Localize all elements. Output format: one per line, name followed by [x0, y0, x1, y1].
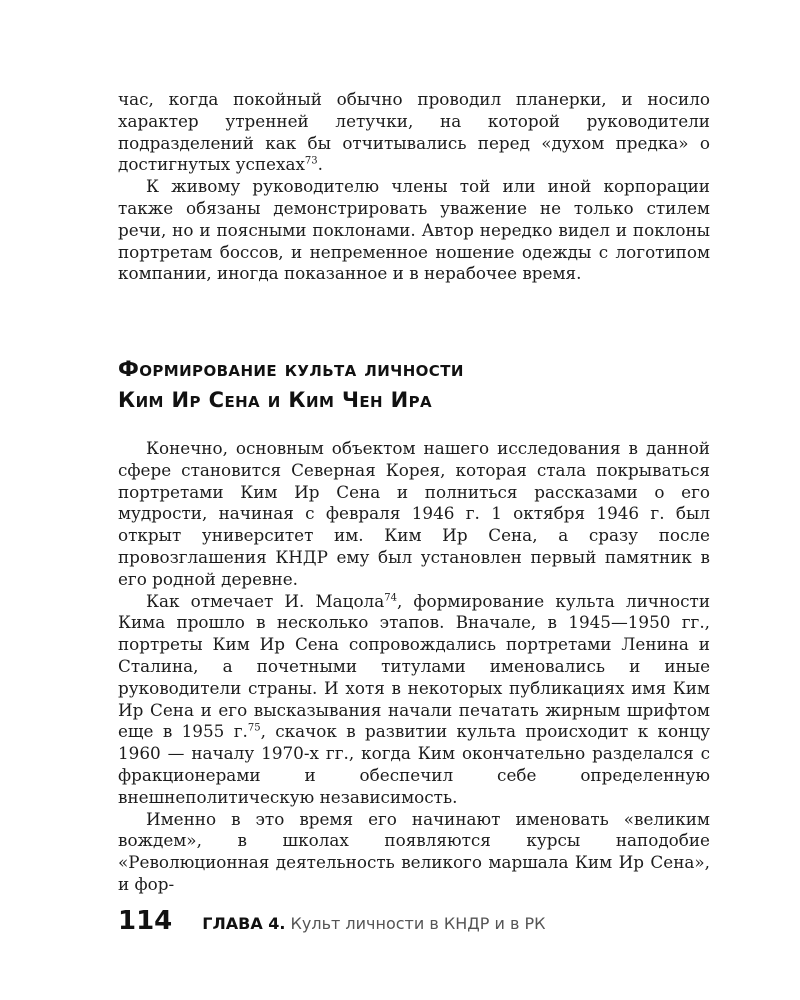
section-heading-line-1: Формирование культа личности: [118, 357, 464, 381]
paragraph-continuation: [118, 89, 710, 176]
page-number: 114: [118, 906, 173, 936]
paragraph-text: Как отмечает И. Мацола: [146, 590, 385, 611]
paragraph: [118, 591, 710, 809]
section-heading-line-2: Ким Ир Сена и Ким Чен Ира: [118, 388, 433, 412]
chapter-label: ГЛАВА 4.: [202, 914, 286, 933]
paragraph: Именно в это время его начинают именовать «великим вождем», в школах появляются курсы наподобие «Революционная деятельность великого маршала Ким Ир Сена», и фор-: [118, 808, 710, 894]
paragraph: Конечно, основным объектом нашего исследования в данной сфере становится Северная Корея, которая стала покрываться портретами Ким Ир Сена и полниться рассказами о его мудрости, начиная с февраля 1946 г. 1 октября 1946 г. был открыт университет им. Ким Ир Сена, а сразу после провозглашения КНДР ему был установлен первый памятник в его родной деревне.: [118, 438, 710, 589]
footnote-ref-73: 73: [304, 155, 318, 167]
paragraph-text: час, когда покойный обычно проводил планерки, и носило характер утренней летучки, на которой руководители подразделений как бы отчитывались перед «духом предка» о достигнутых успехах: [118, 89, 710, 175]
footnote-ref-74: 74: [384, 591, 397, 603]
chapter-title: Культ личности в КНДР и в РК: [290, 914, 546, 933]
paragraph-text: , скачок в развитии культа происходит к концу 1960 — началу 1970-х гг., когда Ким окончательно разделался с фракционерами и обеспечил себе определенную внешнеполитическую независимость.: [118, 721, 710, 807]
page-footer: [118, 906, 545, 936]
top-text-block: [118, 89, 710, 285]
section-heading: [118, 354, 718, 416]
paragraph-text: , формирование культа личности Кима прошло в несколько этапов. Вначале, в 1945—1950 гг., портреты Ким Ир Сена сопровождались портретами Ленина и Сталина, а почетными титулами именовались и иные руководители страны. И хотя в некоторых публикациях имя Ким Ир Сена и его высказывания начали печатать жирным шрифтом еще в 1955 г.: [118, 590, 711, 742]
paragraph: К живому руководителю члены той или иной корпорации также обязаны демонстрировать уважение не только стилем речи, но и поясными поклонами. Автор нередко видел и поклоны портретам боссов, и непременное ношение одежды с логотипом компании, иногда показанное и в нерабочее время.: [118, 176, 710, 284]
footnote-ref-75: 75: [247, 722, 261, 734]
main-text-block: [118, 438, 710, 896]
paragraph-text-end: .: [317, 154, 323, 175]
